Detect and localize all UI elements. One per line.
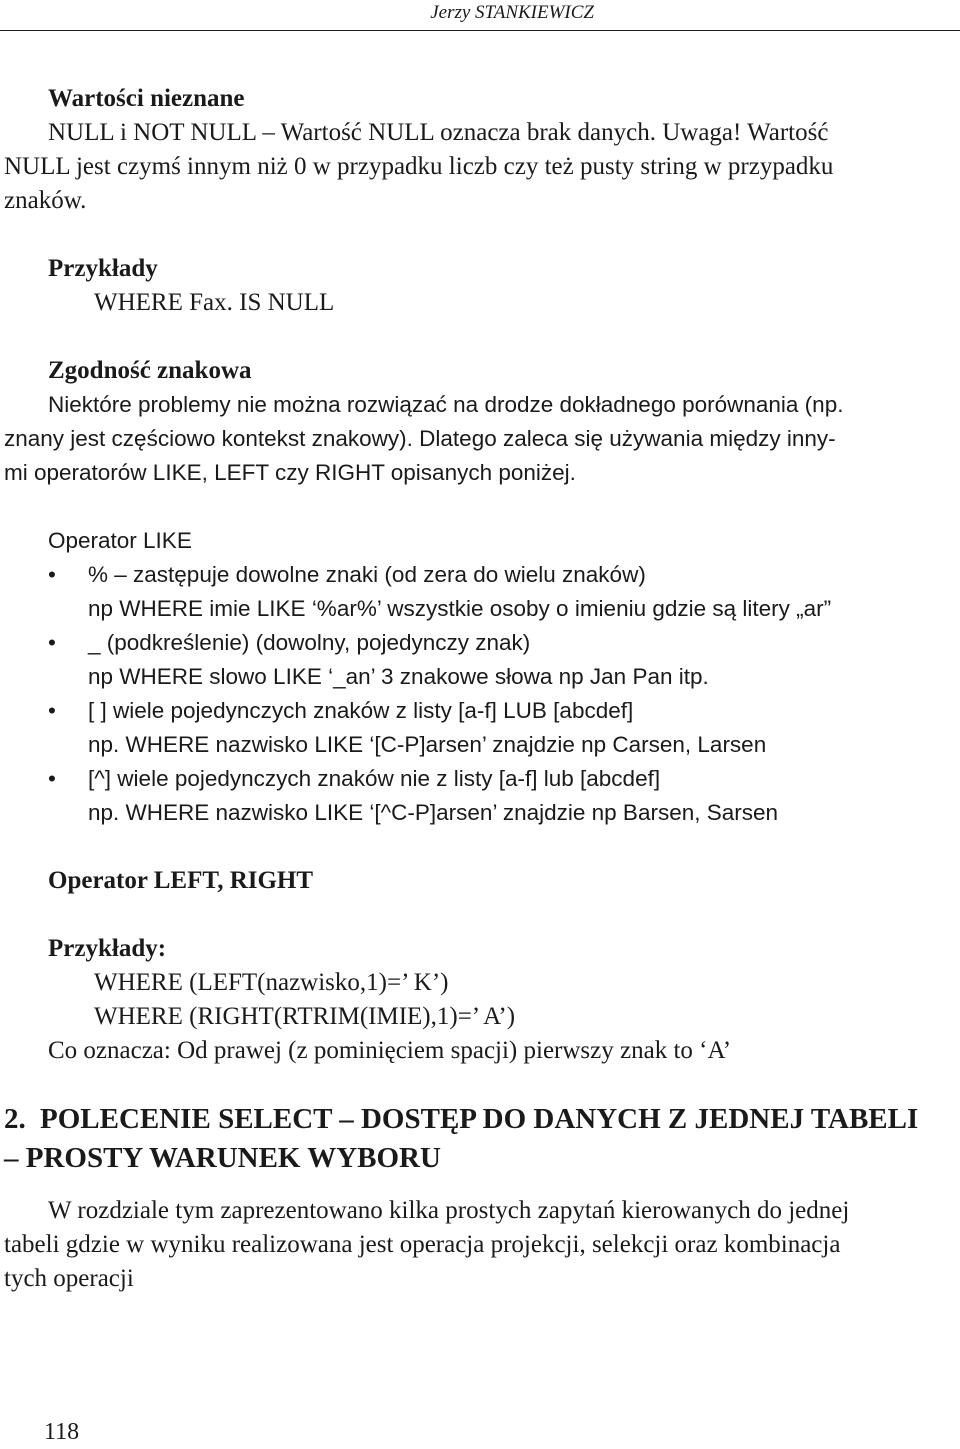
like-item (4, 626, 960, 660)
examples2-code-2: WHERE (RIGHT(RTRIM(IMIE),1)=’ A’) (94, 1003, 516, 1030)
like-item-text: _ (podkreślenie) (dowolny, pojedynczy znak) (88, 630, 531, 655)
section-paragraph (4, 1194, 960, 1296)
unknown-values-section (4, 82, 960, 218)
examples2-note: Co oznacza: Od prawej (z pominięciem spacji) pierwszy znak to ‘A’ (48, 1037, 732, 1064)
unknown-values-line-2: NULL jest czymś innym niż 0 w przypadku liczb czy też pusty string w przypadku (4, 153, 834, 180)
section-title-line-2: – PROSTY WARUNEK WYBORU (4, 1142, 441, 1174)
section-title (4, 1100, 918, 1178)
like-heading: Operator LIKE (48, 528, 192, 553)
examples2-section (4, 932, 960, 1068)
page-number: 118 (44, 1419, 80, 1445)
bullet-icon: • (48, 766, 56, 791)
unknown-values-line-3: znaków. (4, 187, 87, 214)
unknown-values-heading: Wartości nieznane (48, 85, 245, 112)
like-section (4, 524, 960, 830)
left-right-section (4, 864, 960, 898)
examples1-heading: Przykłady (48, 255, 158, 282)
examples1-code: WHERE Fax. IS NULL (94, 289, 335, 316)
like-item (4, 558, 960, 592)
char-match-line-1: Niektóre problemy nie można rozwiązać na drodze dokładnego porównania (np. (48, 392, 844, 417)
left-right-heading: Operator LEFT, RIGHT (48, 867, 314, 894)
like-item-example: np. WHERE nazwisko LIKE ‘[C-P]arsen’ znajdzie np Carsen, Larsen (88, 732, 767, 757)
bullet-icon: • (48, 562, 56, 587)
examples1-section (4, 252, 960, 320)
like-item-example: np. WHERE nazwisko LIKE ‘[^C-P]arsen’ znajdzie np Barsen, Sarsen (88, 800, 779, 825)
bullet-icon: • (48, 698, 56, 723)
like-item-example: np WHERE imie LIKE ‘%ar%’ wszystkie osoby o imieniu gdzie są litery „ar” (88, 596, 832, 621)
bullet-icon: • (48, 630, 56, 655)
like-item-example: np WHERE slowo LIKE ‘_an’ 3 znakowe słowa np Jan Pan itp. (88, 664, 709, 689)
section-paragraph-line-1: W rozdziale tym zaprezentowano kilka prostych zapytań kierowanych do jednej (48, 1197, 850, 1224)
page-header (0, 0, 960, 31)
char-match-line-3: mi operatorów LIKE, LEFT czy RIGHT opisanych poniżej. (4, 460, 576, 485)
unknown-values-line-1: NULL i NOT NULL – Wartość NULL oznacza brak danych. Uwaga! Wartość (48, 119, 829, 146)
section-title-line-1: POLECENIE SELECT – DOSTĘP DO DANYCH Z JEDNEJ TABELI (40, 1103, 919, 1135)
section-paragraph-line-2: tabeli gdzie w wyniku realizowana jest operacja projekcji, selekcji oraz kombinacja (4, 1231, 841, 1258)
running-head-author: Jerzy STANKIEWICZ (430, 2, 594, 23)
like-item-text: [ ] wiele pojedynczych znaków z listy [a-f] LUB [abcdef] (88, 698, 634, 723)
char-match-line-2: znany jest częściowo kontekst znakowy). Dlatego zaleca się używania między inny- (4, 426, 836, 451)
like-item-text: [^] wiele pojedynczych znaków nie z listy [a-f] lub [abcdef] (88, 766, 661, 791)
examples2-code-1: WHERE (LEFT(nazwisko,1)=’ K’) (94, 969, 449, 996)
section-paragraph-line-3: tych operacji (4, 1265, 134, 1292)
like-item-text: % – zastępuje dowolne znaki (od zera do wielu znaków) (88, 562, 646, 587)
char-match-section (4, 354, 960, 490)
like-item (4, 694, 960, 728)
section-number: 2. (4, 1103, 26, 1135)
like-item (4, 762, 960, 796)
char-match-heading: Zgodność znakowa (48, 357, 252, 384)
examples2-heading: Przykłady: (48, 935, 167, 962)
